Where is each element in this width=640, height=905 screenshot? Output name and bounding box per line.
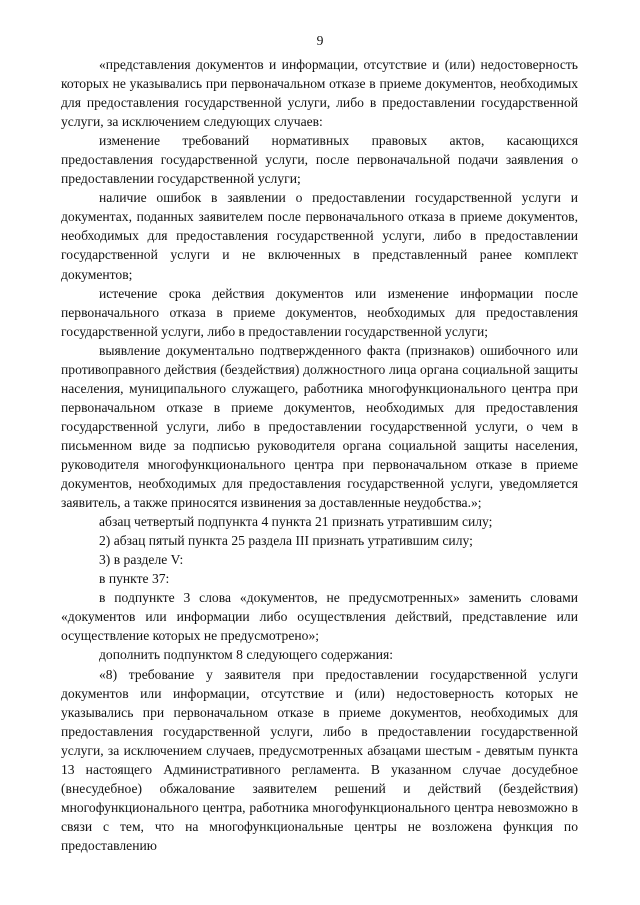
paragraph-clause-4-point-21: абзац четвертый подпункта 4 пункта 21 признать утратившим силу; [99, 514, 493, 530]
paragraph-subclause-8-text: «8) требование у заявителя при предоставлении государственной услуги документов или информации, отсутствие и (или) недостоверность которых не указывались при первоначальном отказе в приеме документов, необходимых для предоставления государственной услуги, либо в предоставлении государственной услуги, за исключением случаев, предусмотренных абзацами шестым - девятым пункта 13 настоящего Административного регламента. В указанном случае досудебное (внесудебное) обжалование заявителем решений и действий (бездействия) многофункционального центра, работника многофункционального центра невозможно в связи с тем, что на многофункциональные центры не возложена функция по предоставлению [61, 666, 578, 853]
paragraph-item-2: 2) абзац пятый пункта 25 раздела III признать утратившим силу; [99, 533, 473, 549]
paragraph-erroneous-action: выявление документально подтвержденного факта (признаков) ошибочного или противоправного действия (бездействия) должностного лица органа социальной защиты населения, муниципального служащего, работника многофункционального центра при первоначальном отказе в приеме документов, необходимых для предоставления государственной услуги, либо в предоставлении государственной услуги, о чем в письменном виде за подписью руководителя органа социальной защиты населения, руководителя многофункционального центра при первоначальном отказе в приеме документов, необходимых для предоставления государственной услуги, уведомляется заявитель, а также приносятся извинения за доставленные неудобства.»; [61, 342, 578, 511]
paragraph-expiry-of-documents: истечение срока действия документов или изменение информации после первоначального отказа в приеме документов, необходимых для предоставления государственной услуги, либо в предоставлении государственной услуги; [61, 285, 578, 339]
paragraph-item-3: 3) в разделе V: [99, 552, 184, 568]
page-number: 9 [316, 33, 324, 48]
paragraph-errors-in-application: наличие ошибок в заявлении о предоставлении государственной услуги и документах, поданных заявителем после первоначального отказа в приеме документов, необходимых для предоставления государственной услуги, либо в предоставлении государственной услуги и не включенных в представленный ранее комплект документов; [61, 190, 578, 282]
document-body [61, 55, 578, 855]
paragraph-change-of-requirements: изменение требований нормативных правовых актов, касающихся предоставления государственной услуги, после первоначальной подачи заявления о предоставлении государственной услуги; [61, 133, 578, 187]
paragraph-subclause-3: в подпункте 3 слова «документов, не предусмотренных» заменить словами «документов или информации либо осуществления действий, представление или осуществление которых не предусмотрено»; [61, 590, 578, 644]
paragraph-representation-of-documents: «представления документов и информации, отсутствие и (или) недостоверность которых не указывались при первоначальном отказе в приеме документов, необходимых для предоставления государственной услуги, либо в предоставлении государственной услуги, за исключением следующих случаев: [61, 57, 578, 130]
paragraph-add-subclause-8: дополнить подпунктом 8 следующего содержания: [99, 647, 394, 663]
paragraph-point-37: в пункте 37: [99, 571, 170, 587]
